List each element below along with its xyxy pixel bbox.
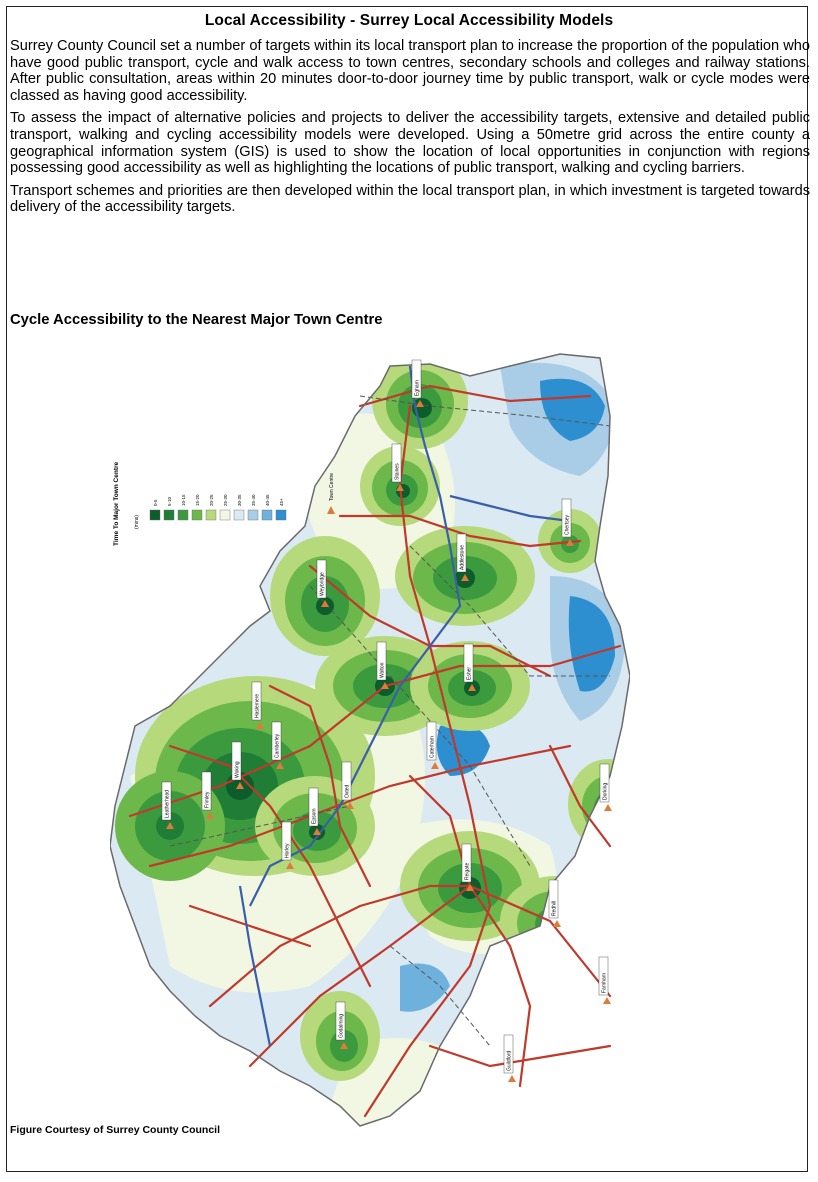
town-label: Chertsey [564, 514, 571, 535]
town-label: Horley [284, 843, 291, 858]
town-centre-marker [604, 804, 612, 811]
town-label: Redhill [551, 900, 558, 916]
figure-credit: Figure Courtesy of Surrey County Council [10, 1124, 221, 1136]
town-label: Dorking [602, 782, 609, 800]
legend-unit: (mins) [134, 515, 140, 529]
legend-swatch [178, 510, 188, 520]
legend-band-label: 20-25 [209, 494, 214, 506]
legend-band-label: 45+ [279, 498, 284, 506]
legend-title: Time To Major Town Centre [113, 461, 120, 546]
town-label: Egham [414, 380, 421, 396]
legend-swatch [276, 510, 286, 520]
town-label: Godalming [338, 1013, 345, 1038]
town-label: Epsom [311, 808, 318, 824]
legend-town-centre-label: Town Centre [329, 472, 335, 501]
legend-band-label: 10-15 [181, 494, 186, 506]
town-label: Haslemere [254, 693, 261, 718]
map-heading: Cycle Accessibility to the Nearest Major Town Centre [10, 312, 383, 328]
legend-band-label: 15-20 [195, 494, 200, 506]
legend-swatch [220, 510, 230, 520]
legend-swatch [206, 510, 216, 520]
town-label: Caterham [429, 736, 436, 758]
town-label: Addlestone [459, 544, 466, 570]
town-centre-marker [508, 1075, 516, 1082]
town-centre-marker [603, 997, 611, 1004]
document-title: Local Accessibility - Surrey Local Accessibility Models [204, 12, 614, 29]
town-label: Woking [234, 761, 241, 778]
legend-swatch [164, 510, 174, 520]
town-label: Guildford [506, 1050, 513, 1071]
town-label: Frimley [204, 791, 211, 808]
town-label: Leatherhead [164, 789, 171, 818]
town-label: Farnham [601, 972, 608, 993]
town-label: Reigate [464, 862, 471, 880]
legend-swatch [248, 510, 258, 520]
legend-swatches [150, 510, 286, 520]
town-label: Weybridge [319, 572, 326, 596]
town-label: Esher [466, 666, 473, 680]
legend-band-label: 40-45 [265, 494, 270, 506]
town-label: Oxted [344, 784, 351, 798]
paragraph-2: To assess the impact of alternative policies and projects to deliver the accessibility targets, extensive and detailed public transport, walking and cycling accessibility models were developed. Using a 50metre grid across the entire county a geographical information system (GIS) is used to show the location of local opportunities in conjunction with regions possessing good accessibility as well as highlighting the locations of public transport, walking and cycling barriers. [10, 110, 810, 177]
town-label: Walton [379, 662, 386, 678]
body-text [10, 38, 810, 222]
legend-band-label: 30-35 [237, 494, 242, 506]
town-label: Camberley [274, 733, 281, 758]
paragraph-3: Transport schemes and priorities are then developed within the local transport plan, in which investment is targeted towards delivery of the accessibility targets. [10, 182, 810, 216]
accessibility-map [110, 346, 630, 1146]
legend-band-label: 0-5 [153, 499, 158, 506]
legend-swatch [262, 510, 272, 520]
legend-band-labels [153, 494, 284, 506]
town-centre-marker [553, 920, 561, 927]
paragraph-1: Surrey County Council set a number of targets within its local transport plan to increase the proportion of the population who have good public transport, cycle and walk access to town centres, secondary schools and colleges and railway stations. After public consultation, areas within 20 minutes door-to-door journey time by public transport, walk or cycle modes were classed as having good accessibility. [10, 38, 810, 104]
legend-band-label: 25-30 [223, 494, 228, 506]
legend-swatch [192, 510, 202, 520]
legend-swatch [150, 510, 160, 520]
map-graphic [110, 346, 630, 1146]
town-label: Staines [394, 463, 401, 480]
legend-band-label: 35-40 [251, 494, 256, 506]
legend-band-label: 5-10 [167, 496, 172, 506]
legend-swatch [234, 510, 244, 520]
